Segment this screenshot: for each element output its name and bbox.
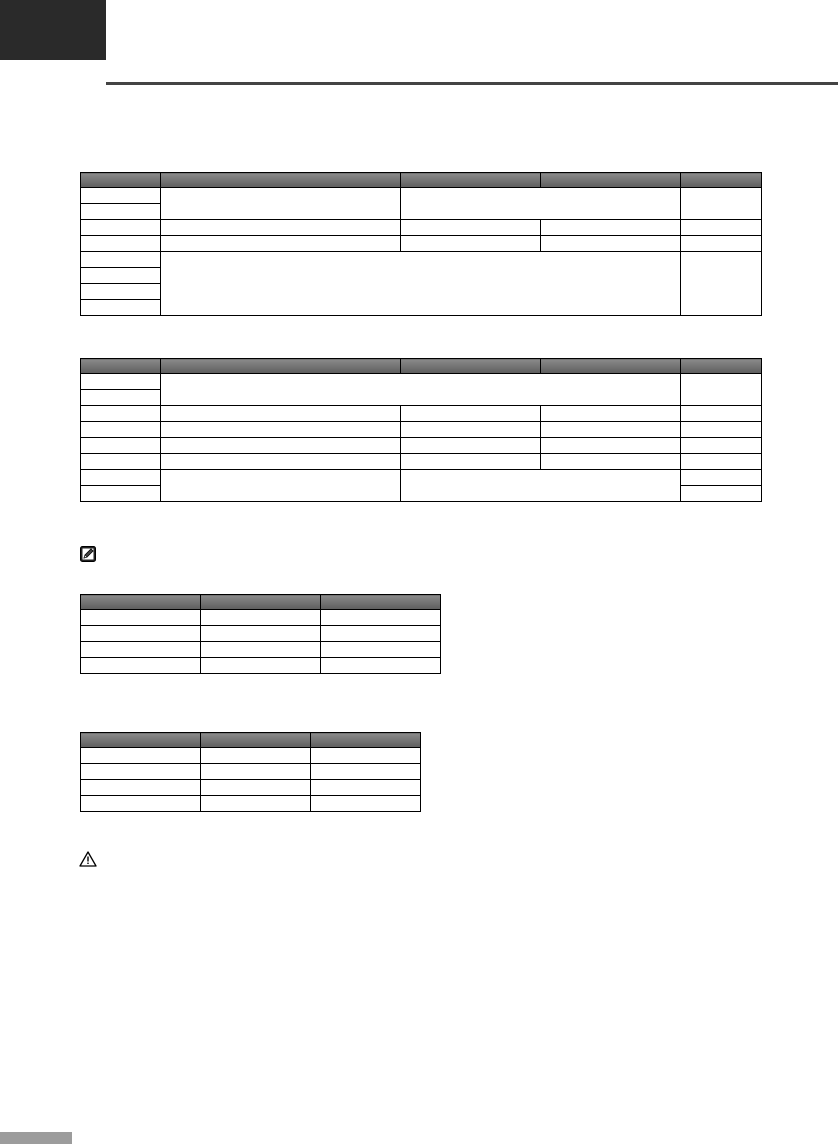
table-cell [81,658,201,674]
spec-table-3 [80,594,441,674]
table-row [81,374,762,390]
table-row [81,438,762,454]
table-row [81,748,421,764]
column-header [81,733,201,748]
table-cell [321,658,441,674]
table-cell [161,220,401,236]
table-cell [311,796,421,812]
page-footer-tab [0,1132,72,1144]
table-cell [161,438,401,454]
table-row [81,220,762,236]
column-header [161,173,401,188]
table-cell [81,268,161,284]
column-header [81,359,161,374]
table-cell [81,486,161,502]
table-cell [81,470,161,486]
table-cell [541,406,681,422]
table-cell [541,454,681,470]
table-cell [201,610,321,626]
header-rule [106,82,838,85]
table-cell [81,626,201,642]
table-cell [681,406,762,422]
table-cell [201,642,321,658]
column-header [201,595,321,610]
column-header [161,359,401,374]
table-header-row [81,595,441,610]
table-cell [401,454,541,470]
table-row [81,658,441,674]
table-row [81,764,421,780]
table-cell [161,454,401,470]
table-cell [81,642,201,658]
table-cell [311,748,421,764]
table-header-row [81,359,762,374]
table-row [81,236,762,252]
table-cell [201,748,311,764]
table-cell [81,438,161,454]
table-cell [401,220,541,236]
table-cell [681,486,762,502]
column-header [81,173,161,188]
column-header [401,359,541,374]
table-cell [81,780,201,796]
table-row [81,454,762,470]
table-cell [81,188,161,204]
table-cell [161,236,401,252]
note-pencil-icon [80,546,96,562]
table-cell [81,374,161,390]
table-cell-merged [401,188,681,220]
spec-table-2 [80,358,762,502]
table-cell [201,764,311,780]
table-cell [321,642,441,658]
column-header [681,173,762,188]
table-cell [81,252,161,268]
chapter-tab-block [0,0,106,60]
table-cell [201,780,311,796]
table-cell-merged [681,252,762,316]
column-header [681,359,762,374]
spec-table-1 [80,172,762,316]
table-cell [541,438,681,454]
table-cell [81,204,161,220]
table-header-row [81,733,421,748]
column-header [311,733,421,748]
table-cell [541,236,681,252]
table-cell [201,658,321,674]
table-cell [541,422,681,438]
table-cell-merged [161,188,401,220]
table-row [81,642,441,658]
spec-table-4 [80,732,421,812]
table-cell [681,438,762,454]
table-cell [401,438,541,454]
table-cell [81,236,161,252]
table-row [81,422,762,438]
table-cell [81,284,161,300]
warning-triangle-icon [79,851,97,867]
table-row [81,780,421,796]
table-cell [321,626,441,642]
table-cell [81,610,201,626]
table-cell [81,454,161,470]
table-cell [321,610,441,626]
column-header [541,359,681,374]
table-cell-merged [161,374,681,406]
table-cell-merged [401,470,681,502]
table-header-row [81,173,762,188]
column-header [541,173,681,188]
table-row [81,796,421,812]
table-cell [681,236,762,252]
table-row [81,470,762,486]
column-header [81,595,201,610]
table-cell [201,796,311,812]
table-cell [681,220,762,236]
table-cell [681,422,762,438]
table-cell [161,422,401,438]
table-cell [541,220,681,236]
table-cell [81,764,201,780]
table-cell-merged [161,252,681,316]
table-cell [81,300,161,316]
column-header [201,733,311,748]
table-row [81,610,441,626]
table-cell-merged [161,470,401,502]
table-cell-merged [681,374,762,406]
table-row [81,626,441,642]
table-cell [401,236,541,252]
table-row [81,252,762,268]
table-cell [311,764,421,780]
table-cell [81,796,201,812]
table-cell [81,748,201,764]
column-header [321,595,441,610]
table-cell [401,422,541,438]
table-cell [161,406,401,422]
table-row [81,406,762,422]
table-cell-merged [681,188,762,220]
table-cell [201,626,321,642]
table-row [81,188,762,204]
table-cell [81,220,161,236]
table-cell [311,780,421,796]
table-cell [401,406,541,422]
table-cell [81,406,161,422]
table-cell [81,390,161,406]
table-cell [681,470,762,486]
column-header [401,173,541,188]
table-cell [81,422,161,438]
table-cell [681,454,762,470]
